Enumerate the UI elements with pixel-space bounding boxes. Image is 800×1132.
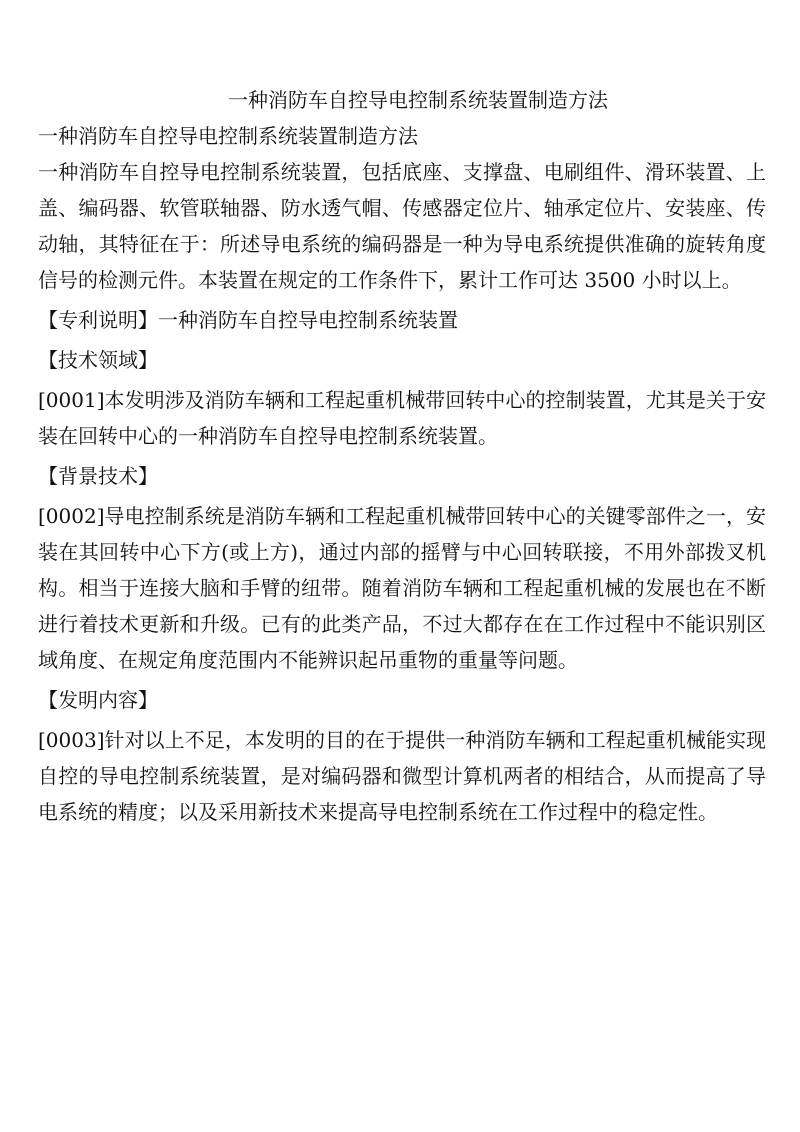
patent-description-heading: 【专利说明】一种消防车自控导电控制系统装置 [38,308,458,332]
abstract-paragraph: 一种消防车自控导电控制系统装置，包括底座、支撑盘、电刷组件、滑环装置、上盖、编码器、软管联轴器、防水透气帽、传感器定位片、轴承定位片、安装座、传动轴，其特征在于：所述导电系统的编码器是一种为导电系统提供准确的旋转角度信号的检测元件。本装置在规定的工作条件下，累计工作可达 3500 小时以上。 [38,160,766,292]
paragraph-0002: [0002]导电控制系统是消防车辆和工程起重机械带回转中心的关键零部件之一，安装在其回转中心下方(或上方)，通过内部的摇臂与中心回转联接，不用外部拨叉机构。相当于连接大脑和手臂的纽带。随着消防车辆和工程起重机械的发展也在不断进行着技术更新和升级。已有的此类产品，不过大都存在在工作过程中不能识别区域角度、在规定角度范围内不能辨识起吊重物的重量等问题。 [38,504,766,672]
paragraph-0003: [0003]针对以上不足，本发明的目的在于提供一种消防车辆和工程起重机械能实现自控的导电控制系统装置，是对编码器和微型计算机两者的相结合，从而提高了导电系统的精度；以及采用新技术来提高导电控制系统在工作过程中的稳定性。 [38,728,766,824]
section-heading-background: 【背景技术】 [38,464,158,488]
document-title: 一种消防车自控导电控制系统装置制造方法 [228,88,608,112]
paragraph-0001: [0001]本发明涉及消防车辆和工程起重机械带回转中心的控制装置，尤其是关于安装在回转中心的一种消防车自控导电控制系统装置。 [38,388,766,448]
section-heading-technical-field: 【技术领域】 [38,348,158,372]
section-heading-invention-content: 【发明内容】 [38,688,158,712]
document-subtitle: 一种消防车自控导电控制系统装置制造方法 [38,124,418,148]
